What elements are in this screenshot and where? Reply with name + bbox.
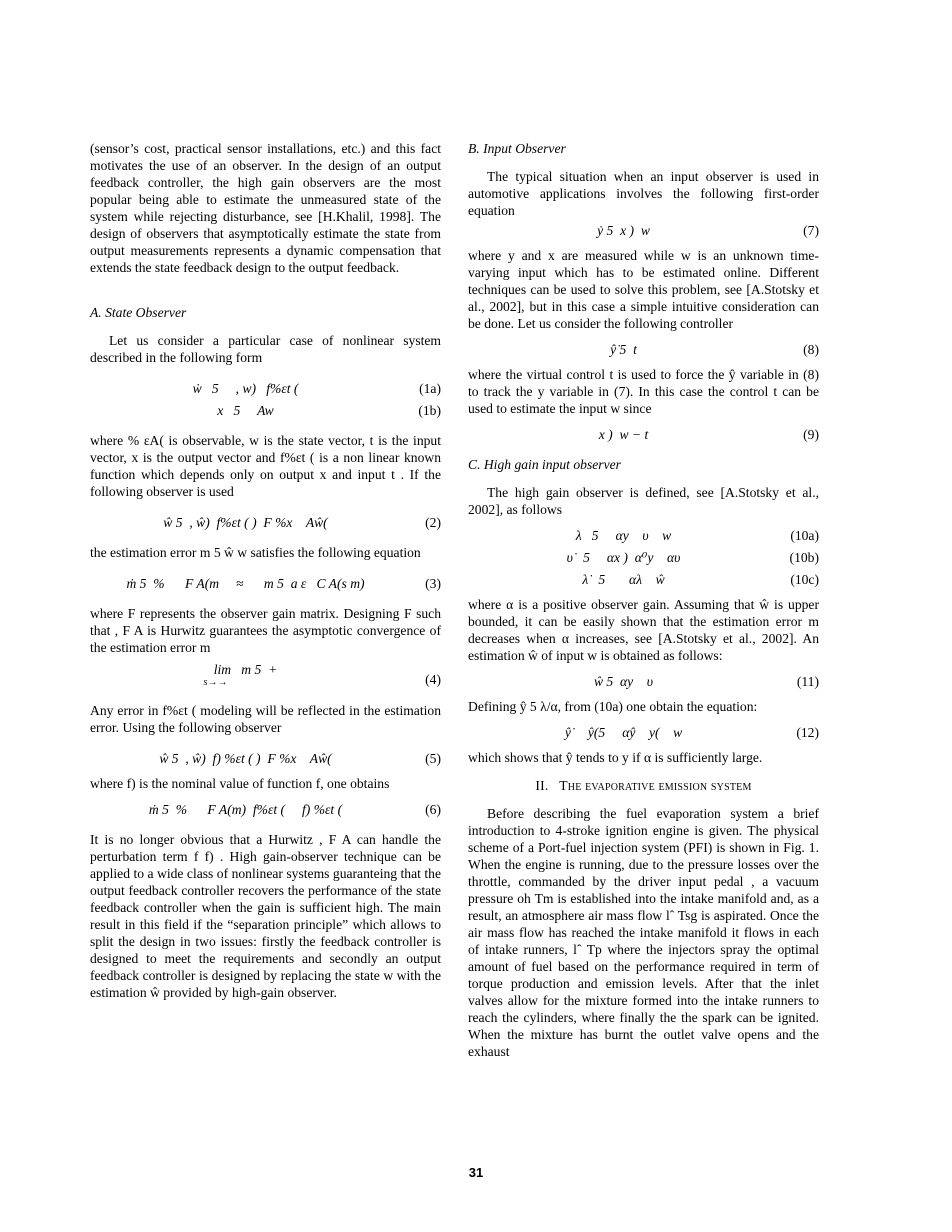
equation-8-body: ŷ̇ 5 t (610, 341, 637, 357)
equation-1b (90, 399, 441, 421)
equation-4-number: (4) (425, 671, 441, 687)
c-paragraph-4: which shows that ŷ tends to y if α is sufficiently large. (468, 750, 763, 765)
equation-10b-number: (10b) (789, 549, 819, 565)
equation-3-body: ṁ 5 % F A(m ≈ m 5 a ε C A(s m) (126, 575, 365, 591)
equation-7-body: ẏ 5 x ) w (597, 222, 650, 238)
equation-1a-body: ẇ 5 , w) f%εt ( (192, 380, 299, 396)
ii-paragraph-1: Before describing the fuel evaporation system a brief introduction to 4-stroke ignition engine is given. The physical scheme of a Port-fuel injection system (PFI) is shown in Fig. 1. When the engine is running, due to the pressure losses over the throttle, commanded by the driver input pedal , a vacuum pressure oh Tm is established into the intake manifold and, as a result, an atmosphere air mass flow lˆ Tsg is aspirated. Once the air mass flow has reached the intake manifold it flows in each of intake runners, lˆ Tp where the injectors spray the optimal amount of fuel based on the performance required in term of torque production and emission levels. After that the inlet valves allow for the mixture formed into the intake runners to reach the cylinders, where finally the the spark can be ignited. When the mixture has burnt the outlet valve opens and the exhaust (468, 806, 819, 1059)
a-paragraph-1: Let us consider a particular case of nonlinear system described in the following form (90, 333, 441, 365)
equation-5-number: (5) (425, 750, 441, 766)
equation-10c-number: (10c) (790, 571, 819, 587)
equation-2-number: (2) (425, 514, 441, 530)
equation-6-body: ṁ 5 % F A(m) f%εt ( f) %εt ( (148, 801, 343, 817)
equation-1a-number: (1a) (419, 380, 441, 396)
equation-5 (90, 747, 441, 769)
a-paragraph-5: Any error in f%εt ( modeling will be reflected in the estimation error. Using the following observer (90, 703, 441, 735)
equation-10b-body: υ̇ 5 αx ) α⁰y αυ (566, 549, 681, 565)
section-ii-title: The evaporative emission system (559, 778, 752, 793)
b-paragraph-2: where y and x are measured while w is an unknown time-varying input which has to be estimated online. Different techniques can be used to solve this problem, see [A.Stotsky et al., 2002], but in this case a simple intuitive consideration can be done. Let us consider the following controller (468, 248, 819, 331)
equation-3 (90, 572, 441, 594)
equation-8-number: (8) (803, 341, 819, 357)
equation-2-body: ŵ 5 , ŵ) f%εt ( ) F %x Aŵ( (163, 514, 328, 530)
equation-5-body: ŵ 5 , ŵ) f) %εt ( ) F %x Aŵ( (159, 750, 332, 766)
equation-11-body: ŵ 5 αy υ (593, 673, 654, 689)
page-number: 31 (468, 1165, 484, 1180)
equation-2 (90, 511, 441, 533)
equation-8 (468, 338, 819, 360)
section-ii-heading (468, 777, 819, 794)
right-column (468, 140, 819, 1060)
left-column (90, 140, 441, 1001)
a-paragraph-6: where f) is the nominal value of function f, one obtains (90, 776, 390, 791)
equation-10c-body: λ̇ 5 αλ ŵ (582, 571, 665, 587)
equation-4 (90, 662, 441, 691)
section-c-title: C. High gain input observer (468, 457, 621, 472)
a-paragraph-3: the estimation error m 5 ŵ w satisfies the following equation (90, 545, 421, 560)
b-paragraph-3: where the virtual control t is used to force the ŷ variable in (8) to track the y variable in (7). In this case the control t can be used to estimate the input w since (468, 367, 819, 416)
a-paragraph-4: where F represents the observer gain matrix. Designing F such that , F A is Hurwitz guarantees the asymptotic convergence of the estimation error m (90, 606, 441, 655)
equation-10b (468, 546, 819, 568)
equation-6 (90, 798, 441, 820)
section-b-title: B. Input Observer (468, 141, 566, 156)
equation-10a (468, 524, 819, 546)
equation-7 (468, 219, 819, 241)
equation-12-body: ŷ̇ ŷ(5 αŷ y( w (564, 724, 683, 740)
section-ii-numeral: II. (535, 778, 549, 793)
a-paragraph-7: It is no longer obvious that a Hurwitz , F A can handle the perturbation term f f) . High gain-observer technique can be applied to a wide class of nonlinear systems guaranteing that the output feedback controller recovers the performance of the state feedback controller when the gain is sufficient high. The main result in this field if the “separation principle” which allows to split the design in two issues: firstly the feedback controller is designed to meet the requirements and secondly an output feedback controller is designed by replacing the state w with the estimation ŵ provided by high-gain observer. (90, 832, 441, 1000)
equation-1a (90, 377, 441, 399)
equation-1b-body: x 5 Aw (217, 402, 274, 418)
c-paragraph-1: The high gain observer is defined, see [A.Stotsky et al., 2002], as follows (468, 485, 819, 517)
equation-9-number: (9) (803, 426, 819, 442)
equation-1b-number: (1b) (418, 402, 441, 418)
equation-12 (468, 721, 819, 743)
equation-4-main: lim m 5 + (213, 662, 278, 677)
equation-11-number: (11) (796, 673, 819, 689)
section-a-title: A. State Observer (90, 305, 187, 320)
equation-4-body (90, 661, 401, 697)
equation-6-number: (6) (425, 801, 441, 817)
c-paragraph-3: Defining ŷ 5 λ/α, from (10a) one obtain the equation: (468, 699, 758, 714)
equation-4-subscript: s→→ (203, 677, 228, 688)
equation-3-number: (3) (425, 575, 441, 591)
equation-7-number: (7) (803, 222, 819, 238)
equation-12-number: (12) (796, 724, 819, 740)
equation-9 (468, 423, 819, 445)
b-paragraph-1: The typical situation when an input observer is used in automotive applications involves the following first-order equation (468, 169, 819, 218)
equation-10a-body: λ 5 αy υ w (575, 527, 672, 543)
equation-10c (468, 568, 819, 590)
intro-paragraph: (sensor’s cost, practical sensor installations, etc.) and this fact motivates the use of an observer. In the design of an output feedback controller, the high gain observers are the most popular being able to estimate the unmeasured state of the system while rejecting disturbance, see [H.Khalil, 1998]. The design of observers that asymptotically estimate the state from output measurements represents a dynamic compensation that extends the state feedback design to the output feedback. (90, 141, 441, 275)
a-paragraph-2: where % εA( is observable, w is the state vector, t is the input vector, x is the output vector and f%εt ( is a non linear known function which depends only on output x and input t . If the following observer is used (90, 433, 441, 499)
equation-9-body: x ) w − t (598, 426, 649, 442)
c-paragraph-2: where α is a positive observer gain. Assuming that ŵ is upper bounded, it can be easily shown that the estimation error m decreases when α increases, see [A.Stotsky et al., 2002]. An estimation ŵ of input w is obtained as follows: (468, 597, 819, 663)
equation-10a-number: (10a) (790, 527, 819, 543)
equation-11 (468, 670, 819, 692)
